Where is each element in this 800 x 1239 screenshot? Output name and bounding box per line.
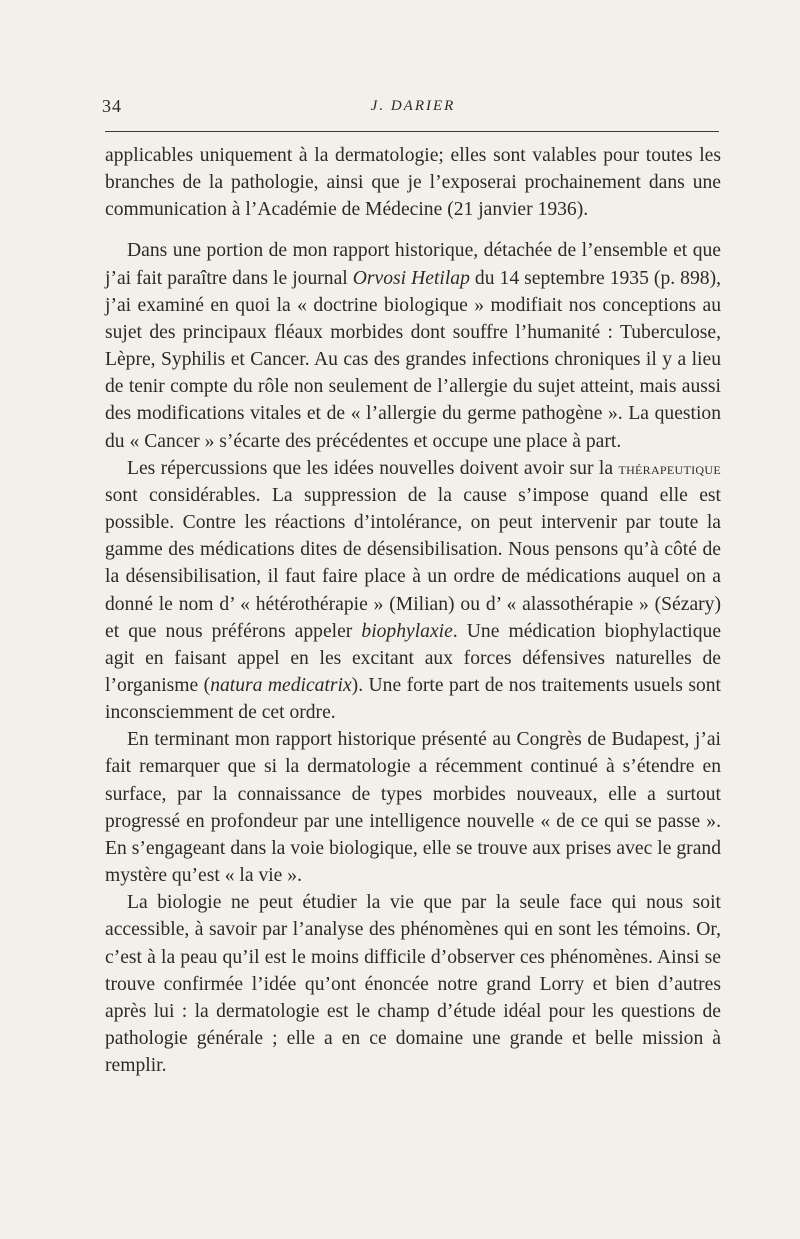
header-rule <box>105 131 719 132</box>
paragraph-1 <box>105 142 721 223</box>
biophylaxie-term: biophylaxie <box>361 620 453 642</box>
natura-medicatrix-term: natura medicatrix <box>210 674 352 696</box>
journal-title: Orvosi Hetilap <box>352 267 470 289</box>
running-head <box>102 96 721 124</box>
paragraph-4 <box>105 726 721 889</box>
paragraph-2 <box>105 237 721 454</box>
body-text <box>105 142 721 1079</box>
paragraph-3-text-a: Les répercussions que les idées nouvelles doivent avoir sur la <box>127 457 619 479</box>
paragraph-2-text-b: du 14 septembre 1935 (p. 898), j’ai examiné en quoi la « doctrine biologique » modifiait nos conceptions au sujet des principaux fléaux morbides dont souffre l’humanité : Tuberculose, Lèpre, Syphilis et Cancer. Au cas des grandes infections chroniques il y a lieu de tenir compte du rôle non seulement de l’allergie du sujet atteint, mais aussi des modifications vitales et de « l’allergie du germe pathogène ». La question du « Cancer » s’écarte des précédentes et occupe une place à part. <box>105 267 721 452</box>
therapeutique-smallcaps: thérapeutique <box>618 458 721 478</box>
paragraph-5-text: La biologie ne peut étudier la vie que par la seule face qui nous soit accessible, à savoir par l’analyse des phénomènes qui en sont les témoins. Or, c’est à la peau qu’il est le moins difficile d’observer ces phénomènes. Ainsi se trouve confirmée l’idée qu’ont énoncée notre grand Lorry et bien d’autres après lui : la dermatologie est le champ d’étude idéal pour les questions de pathologie générale ; elle a en ce domaine une grande et belle mission à remplir. <box>105 892 721 1077</box>
paragraph-1-text: applicables uniquement à la dermatologie; elles sont valables pour toutes les branches de la pathologie, ainsi que je l’exposerai prochainement dans une communication à l’Académie de Médecine (21 janvier 1936). <box>105 145 721 221</box>
paragraph-3-text-c: . Une médication biophylactique agit en faisant appel en les excitant aux forces défensives naturelles de l’organisme ( <box>105 620 722 696</box>
running-title-author: J. DARIER <box>370 98 456 114</box>
paragraph-3 <box>105 455 721 727</box>
book-page <box>102 96 722 1077</box>
paragraph-4-text: En terminant mon rapport historique présenté au Congrès de Budapest, j’ai fait remarquer que si la dermatologie a récemment continué à s’étendre en surface, par la connaissance de types morbides nouveaux, elle a surtout progressé en profondeur par une intelligence nouvelle « de ce qui se passe ». En s’engageant dans la voie biologique, elle se trouve aux prises avec le grand mystère qu’est « la vie ». <box>105 729 721 887</box>
paragraph-3-text-d: ). Une forte part de nos traitements usuels sont inconsciemment de cet ordre. <box>105 674 721 724</box>
paragraph-3-text-b: sont considérables. La suppression de la cause s’impose quand elle est possible. Contre les réactions d’intolérance, on peut intervenir par toute la gamme des médications dites de désensibilisation. Nous pensons qu’à côté de la désensibilisation, il faut faire place à un ordre de médications auquel on a donné le nom d’ « hétérothérapie » (Milian) ou d’ « alassothérapie » (Sézary) et que nous préférons appeler <box>105 484 721 642</box>
paragraph-5 <box>105 889 721 1079</box>
page-number: 34 <box>102 96 122 116</box>
paragraph-2-text-a: Dans une portion de mon rapport historique, détachée de l’ensemble et que j’ai fait paraître dans le journal <box>105 240 721 289</box>
